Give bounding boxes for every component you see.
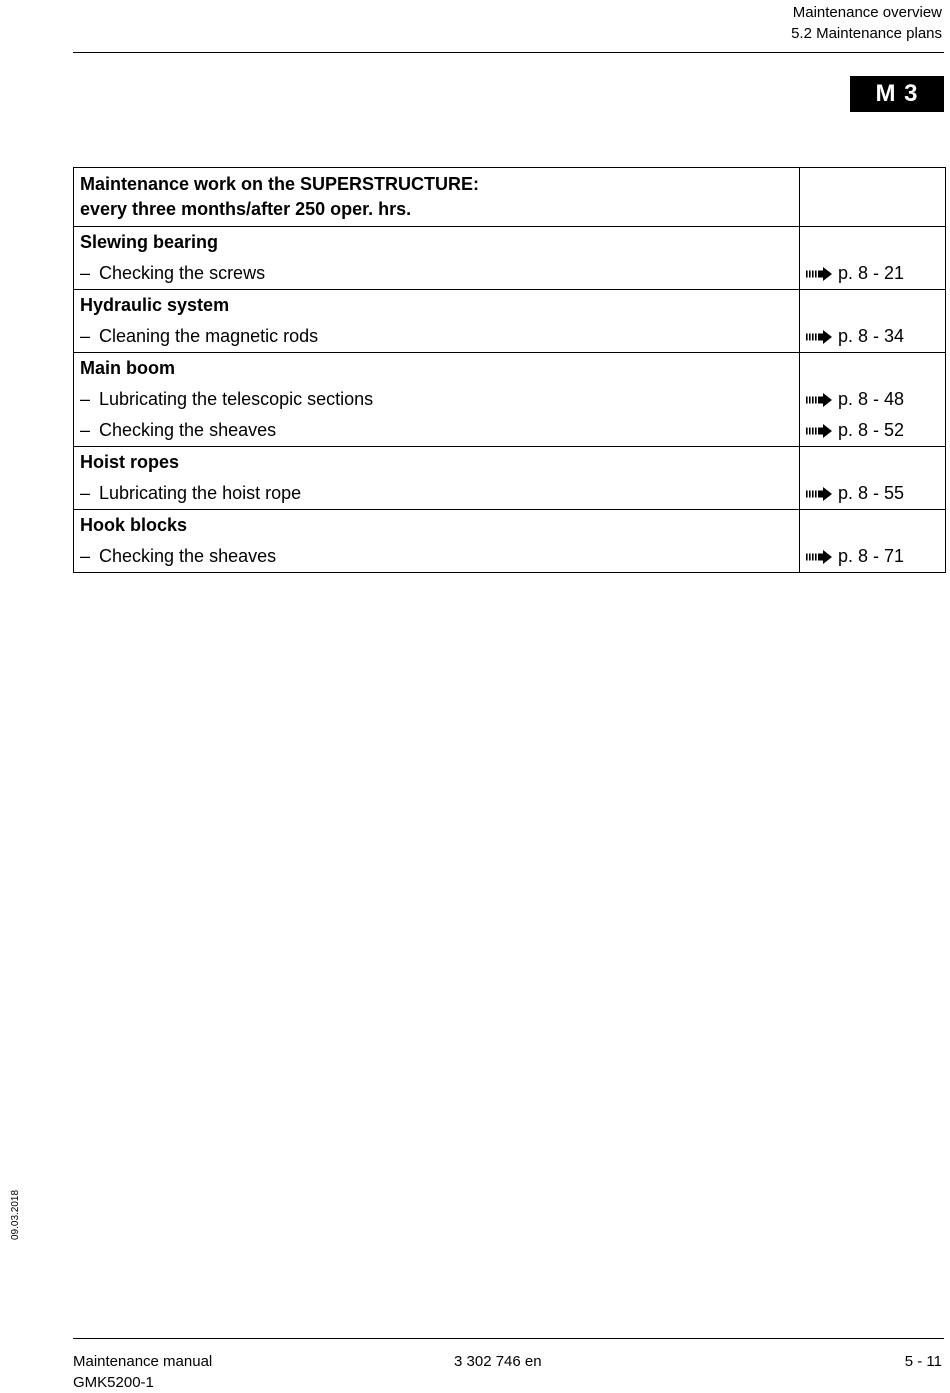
page-reference: p. 8 - 48	[800, 384, 945, 415]
page-number: 5 - 11	[904, 1353, 942, 1370]
running-header	[791, 2, 942, 44]
footer-manual-info	[73, 1351, 212, 1393]
document-number: 3 302 746 en	[454, 1353, 542, 1370]
page-reference: p. 8 - 21	[800, 258, 945, 289]
list-item: – Cleaning the magnetic rods	[80, 326, 319, 346]
section-heading: Hydraulic system	[80, 295, 230, 315]
section-heading: Slewing bearing	[80, 232, 219, 252]
page-reference: p. 8 - 34	[800, 321, 945, 352]
list-item: – Checking the sheaves	[80, 420, 277, 440]
page-reference-arrow-icon	[806, 393, 832, 407]
side-date-stamp: 09.03.2018	[10, 1189, 21, 1240]
model-name: GMK5200-1	[73, 1374, 154, 1391]
page-reference: p. 8 - 55	[800, 478, 945, 509]
page-reference-arrow-icon	[806, 424, 832, 438]
table-row	[74, 353, 946, 447]
table-row	[74, 447, 946, 510]
page-reference: p. 8 - 71	[800, 541, 945, 572]
chapter-title: Maintenance overview	[792, 4, 942, 21]
page-reference-arrow-icon	[806, 267, 832, 281]
table-row	[74, 290, 946, 353]
section-heading: Main boom	[80, 358, 175, 378]
page-reference: p. 8 - 52	[800, 415, 945, 446]
table-row	[74, 510, 946, 573]
section-heading: Hook blocks	[80, 515, 188, 535]
table-title: Maintenance work on the SUPERSTRUCTURE: every three months/after 250 oper. hrs.	[80, 174, 480, 219]
section-heading: Hoist ropes	[80, 452, 180, 472]
chapter-badge: M 3	[850, 76, 944, 112]
header-rule	[73, 52, 944, 53]
footer-rule	[73, 1338, 944, 1339]
page-reference-arrow-icon	[806, 330, 832, 344]
table-row	[74, 227, 946, 290]
list-item: – Checking the sheaves	[80, 546, 277, 566]
page-reference-arrow-icon	[806, 487, 832, 501]
section-title: 5.2 Maintenance plans	[791, 25, 942, 42]
manual-title: Maintenance manual	[73, 1353, 213, 1370]
table-header-row	[74, 168, 946, 227]
page-reference-arrow-icon	[806, 550, 832, 564]
list-item: – Lubricating the hoist rope	[80, 483, 302, 503]
list-item: – Checking the screws	[80, 263, 266, 283]
list-item: – Lubricating the telescopic sections	[80, 389, 374, 409]
maintenance-plan-table	[73, 167, 946, 573]
